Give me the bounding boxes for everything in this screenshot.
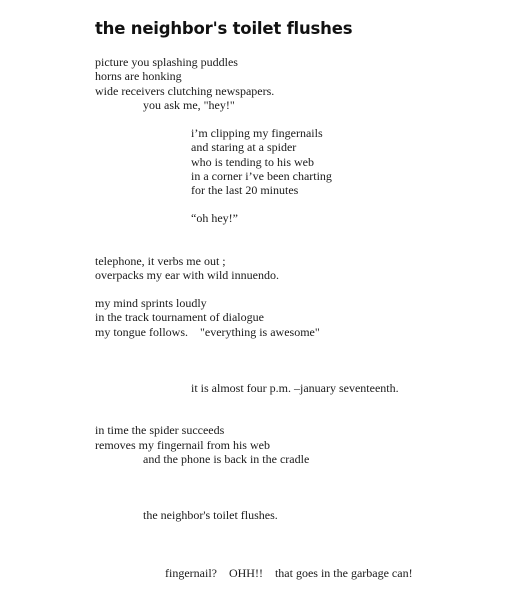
poem-line: in time the spider succeeds [95, 423, 225, 437]
poem-line: picture you splashing puddles [95, 55, 238, 69]
poem-line: the neighbor's toilet flushes. [143, 508, 278, 522]
poem-line: telephone, it verbs me out ; [95, 254, 226, 268]
poem-line: in a corner i’ve been charting [191, 169, 332, 183]
poem-title: the neighbor's toilet flushes [95, 19, 353, 38]
poem-line: it is almost four p.m. –january seventeenth. [191, 381, 399, 395]
poem-line: fingernail? OHH!! that goes in the garbage can! [165, 566, 413, 580]
poem-line: i’m clipping my fingernails [191, 126, 323, 140]
poem-line: removes my fingernail from his web [95, 438, 270, 452]
poem-line: overpacks my ear with wild innuendo. [95, 268, 279, 282]
poem-line: and the phone is back in the cradle [143, 452, 310, 466]
poem-line: you ask me, "hey!" [143, 98, 235, 112]
poem-line: “oh hey!” [191, 211, 238, 225]
poem-line: in the track tournament of dialogue [95, 310, 264, 324]
poem-line: who is tending to his web [191, 155, 314, 169]
poem-line: for the last 20 minutes [191, 183, 299, 197]
poem-line: my tongue follows. "everything is awesome" [95, 325, 320, 339]
poem-line: wide receivers clutching newspapers. [95, 84, 275, 98]
poem-line: my mind sprints loudly [95, 296, 207, 310]
poem-line: horns are honking [95, 69, 182, 83]
poem-line: and staring at a spider [191, 140, 297, 154]
